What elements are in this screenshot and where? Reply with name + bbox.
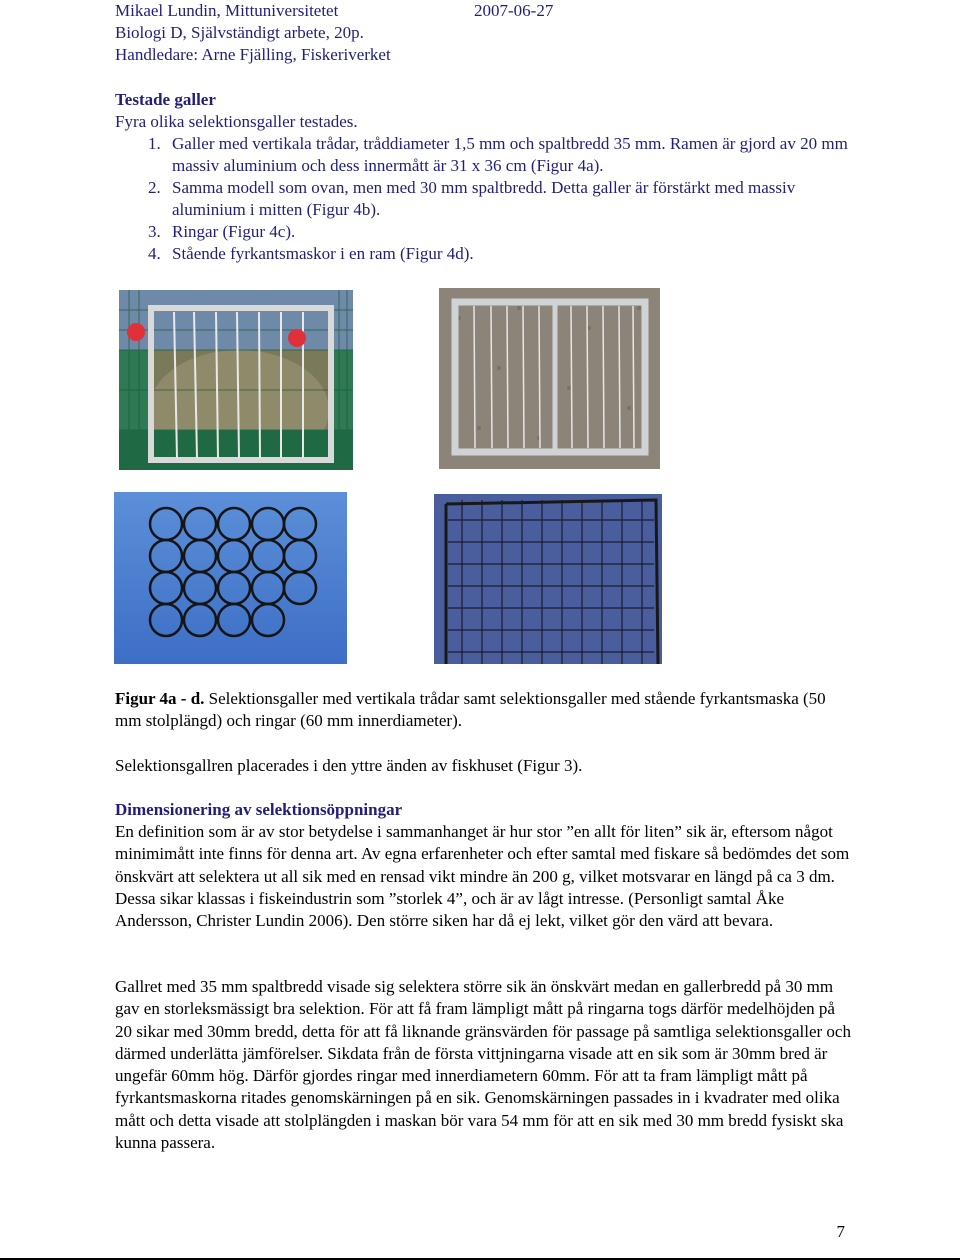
paragraph-definition: En definition som är av stor betydelse i sammanhanget är hur stor ”en allt för liten” sik är, eftersom något minimimått inte finns för denna art. Av egna erfarenheter och efter samtal med fiskare så bedömdes det som önskvärt att selektera ut all sik med en rensad vikt mindre än 200 g, vilket motsvarar en längd på ca 3 dm. Dessa sikar klassas i fiskeindustrin som ”storlek 4”, och är av lågt intresse. (Personligt samtal Åke Andersson, Christer Lundin 2006). Den större siken har då ej lekt, vilket gör den värd att bevara.: [115, 822, 850, 931]
galler-list: [115, 133, 855, 265]
list-item: 4. Stående fyrkantsmaskor i en ram (Figur 4d).: [148, 244, 474, 263]
photo-galler-4a: [119, 290, 353, 470]
section-intro: Fyra olika selektionsgaller testades.: [115, 112, 358, 131]
figure-caption: [115, 688, 855, 732]
section-heading-testade-galler: Testade galler: [115, 90, 216, 109]
header-date: 2007-06-27: [474, 1, 554, 20]
photo-fyrkantsmaskor-4d: [434, 494, 662, 664]
section-heading-dimensionering: Dimensionering av selektionsöppningar: [115, 800, 403, 819]
header-supervisor: Handledare: Arne Fjälling, Fiskeriverket: [115, 45, 391, 64]
list-item: 2. Samma modell som ovan, men med 30 mm spaltbredd. Detta galler är förstärkt med massiv aluminium i mitten (Figur 4b).: [148, 178, 796, 219]
paragraph-placement: Selektionsgallren placerades i den yttre änden av fiskhuset (Figur 3).: [115, 756, 583, 775]
page-number: 7: [836, 1222, 845, 1241]
header-course: Biologi D, Självständigt arbete, 20p.: [115, 23, 364, 42]
paragraph-gallret: Gallret med 35 mm spaltbredd visade sig selektera större sik än önskvärt medan en gallerbredd på 30 mm gav en storleksmässigt bra selektion. För att få fram lämpligt mått på ringarna togs därför medelhöjden på 20 sikar med 30mm bredd, detta för att få liknande gränsvärden för passage på samtliga selektionsgaller och därmed underlätta jämförelser. Sikdata från de första vittjningarna visade att en sik som är 30mm bred är ungefär 60mm hög. Därför gjordes ringar med innerdiametern 60mm. För att ta fram lämpligt mått på fyrkantsmaskorna ritades genomskärningen på en sik. Genomskärningen passades in i kvadrater med olika mått och detta visade att stolplängden i maskan bör vara 54 mm för att en sik med 30 mm bredd fysiskt ska kunna passera.: [115, 977, 851, 1153]
photo-galler-4b: [439, 288, 660, 469]
list-item: 3. Ringar (Figur 4c).: [148, 222, 296, 241]
header-author: Mikael Lundin, Mittuniversitetet: [115, 1, 339, 20]
figure-caption-text: Selektionsgaller med vertikala trådar samt selektionsgaller med stående fyrkantsmaska (50 mm stolplängd) och ringar (60 mm innerdiameter).: [115, 689, 826, 730]
figure-label: Figur 4a - d.: [115, 689, 205, 708]
photo-ringar-4c: [114, 492, 347, 664]
list-item: 1. Galler med vertikala trådar, tråddiameter 1,5 mm och spaltbredd 35 mm. Ramen är gjord av 20 mm massiv aluminium och dess innermått är 31 x 36 cm (Figur 4a).: [148, 134, 848, 175]
